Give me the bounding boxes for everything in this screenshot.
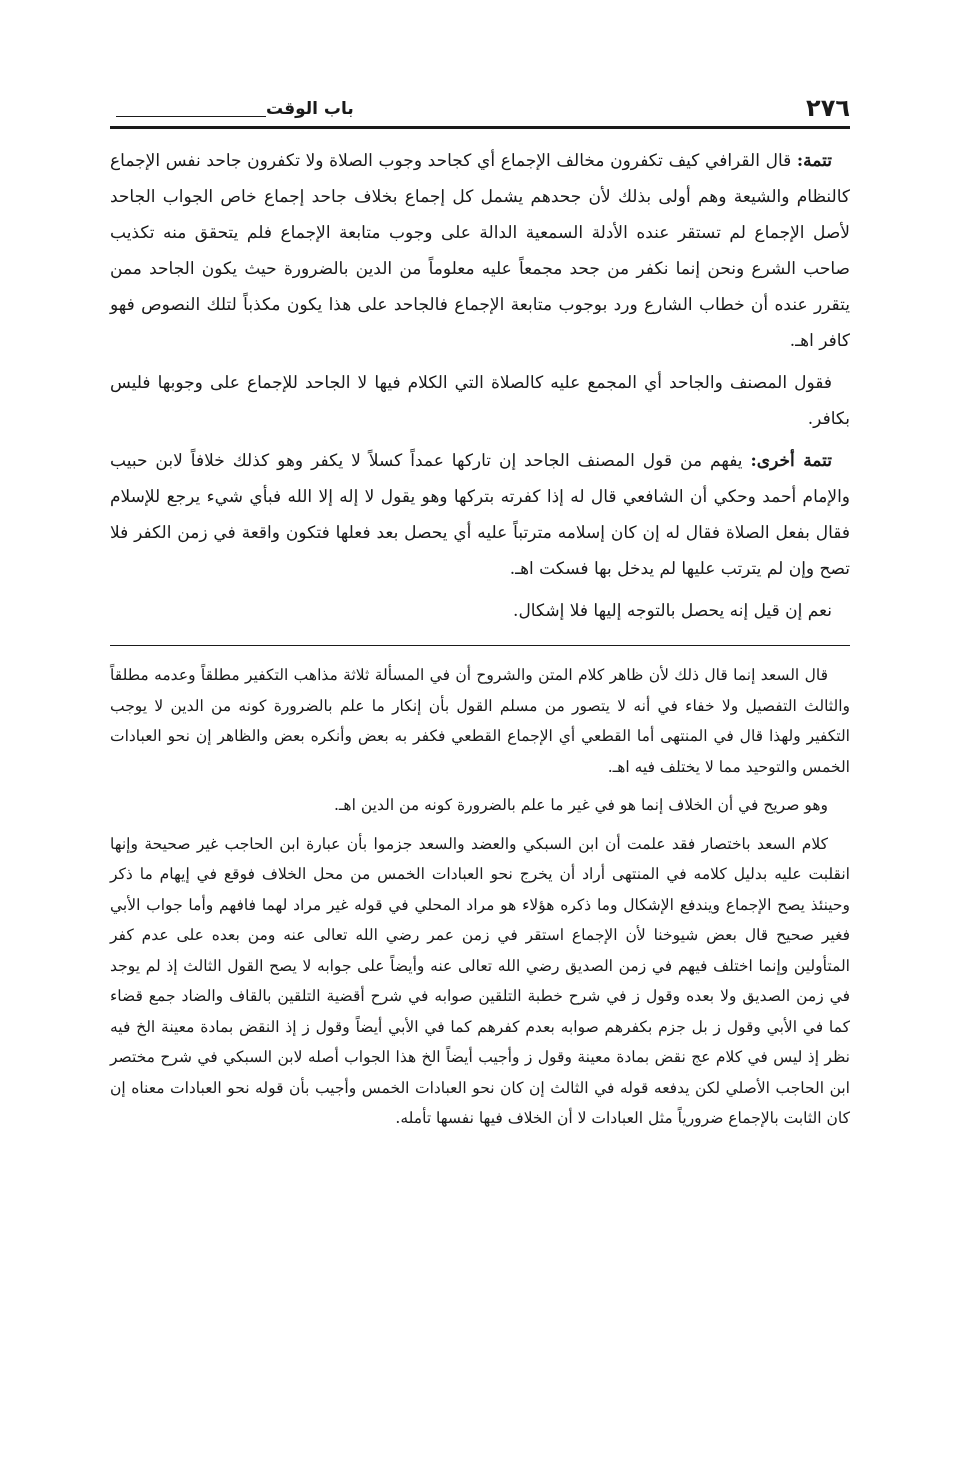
paragraph-author-statement: فقول المصنف والجاحد أي المجمع عليه كالصلاة التي الكلام فيها لا الجاحد للإجماع على وجوبها فليس بكافر.	[110, 373, 850, 429]
footnote-separator	[110, 645, 850, 646]
footnote-paragraph: وهو صريح في أن الخلاف إنما هو في غير ما علم بالضرورة كونه من الدين اهـ.	[333, 796, 828, 814]
book-page	[110, 86, 850, 1142]
paragraph-lead: تتمة:	[796, 151, 832, 171]
paragraph-conclusion: نعم إن قيل إنه يحصل بالتوجه إليها فلا إشكال.	[513, 601, 832, 621]
footnote-paragraph: قال السعد إنما قال ذلك لأن ظاهر كلام المتن والشروح أن في المسألة ثلاثة مذاهب التكفير مطلقاً وعدمه مطلقاً والثالث التفصيل ولا خفاء في أنه لا يتصور من مسلم القول بأن إنكار ما علم بالضرورة كونه من الدين لا يوجب التكفير ولهذا قال في المنتهى أما القطعي أي الإجماع القطعي فكفر به بعض وأنكره بعض والظاهر إن نحو العبادات الخمس والتوحيد مما لا يختلف فيه اهـ.	[110, 666, 850, 776]
page-number: ٢٧٦	[806, 94, 850, 122]
page-header	[110, 86, 850, 122]
running-title: باب الوقت	[266, 99, 354, 119]
paragraph-lead: تتمة أخرى:	[750, 451, 832, 471]
footnotes	[110, 660, 850, 1134]
paragraph-tatimma	[110, 143, 850, 359]
paragraph-text: قال القرافي كيف تكفرون مخالف الإجماع أي كجاحد وجوب الصلاة ولا تكفرون جاحد نفس الإجماع كالنظام والشيعة وهم أولى بذلك لأن جحدهم يشمل كل إجماع بخلاف جاحد إجماع خاص الجواب الجاحد لأصل الإجماع لم تستقر عنده الأدلة السمعية الدالة على وجوب متابعة الإجماع فلم يتحقق منه تكذيب صاحب الشرع ونحن إنما نكفر من جحد مجمعاً عليه معلوماً من الدين بالضرورة حيث يكون الجاحد ممن يتقرر عنده أن خطاب الشارع ورد بوجوب متابعة الإجماع فالجاحد على هذا يكون مكذباً لتلك النصوص فهو كافر اهـ.	[110, 151, 850, 351]
running-title-group	[110, 101, 354, 122]
paragraph-tatimma-ukhra	[110, 443, 850, 587]
header-rule	[110, 126, 850, 129]
paragraph-text: يفهم من قول المصنف الجاحد إن تاركها عمداً كسلاً لا يكفر وهو كذلك خلافاً لابن حبيب والإمام أحمد وحكي أن الشافعي قال له إذا كفرته بتركها وهو يقول لا إله إلا الله فبأي شيء يرجع للإسلام فقال بفعل الصلاة فقال له إن كان إسلامه مترتباً عليه أي يحصل بعد فعلها فتكون واقعة في زمن الكفر فلا تصح وإن لم يترتب عليها لم يدخل بها فسكت اهـ.	[110, 451, 850, 579]
running-title-underline	[116, 116, 266, 117]
main-text	[110, 143, 850, 629]
footnote-paragraph: كلام السعد باختصار فقد علمت أن ابن السبكي والعضد والسعد جزموا بأن عبارة ابن الحاجب غير صحيحة وإنها انقلبت عليه بدليل كلامه في المنتهى أراد أن يخرج نحو العبادات الخمس من محل الخلاف فوقع في إيهام ما ذكر وحينئذ يصح الإجماع ويندفع الإشكال وما ذكره هؤلاء هو مراد المحلي في قوله غير مراد لهما فافهم وأما جواب الأبي فغير صحيح قال بعض شيوخنا لأن الإجماع استقر في زمن عمر رضي الله تعالى عنه ومن بعده على عدم كفر المتأولين وإنما اختلف فيهم في زمن الصديق رضي الله تعالى عنه وأيضاً على جوابه لا يصح القول الثالث إذ لم يوجد في زمن الصديق ولا بعده وقول ز في شرح خطبة التلقين صوابه في شرح أقضية التلقين بالقاف والضاد جمع قضاء كما في الأبي وقول ز بل جزم بكفرهم صوابه بعدم كفرهم كما في الأبي أيضاً وقول ز إذ النقض بمادة معينة الخ فيه نظر إذ ليس في كلام عج نقض بمادة معينة وقول ز وأجيب أيضاً الخ هذا الجواب أصله لابن السبكي في شرح مختصر ابن الحاجب الأصلي لكن يدفعه قوله في الثالث إن كان نحو العبادات الخمس وأجيب بأن قوله نحو العبادات معناه إن كان الثابت بالإجماع ضرورياً مثل العبادات لا أن الخلاف فيها نفسها تأمله.	[110, 834, 850, 1127]
